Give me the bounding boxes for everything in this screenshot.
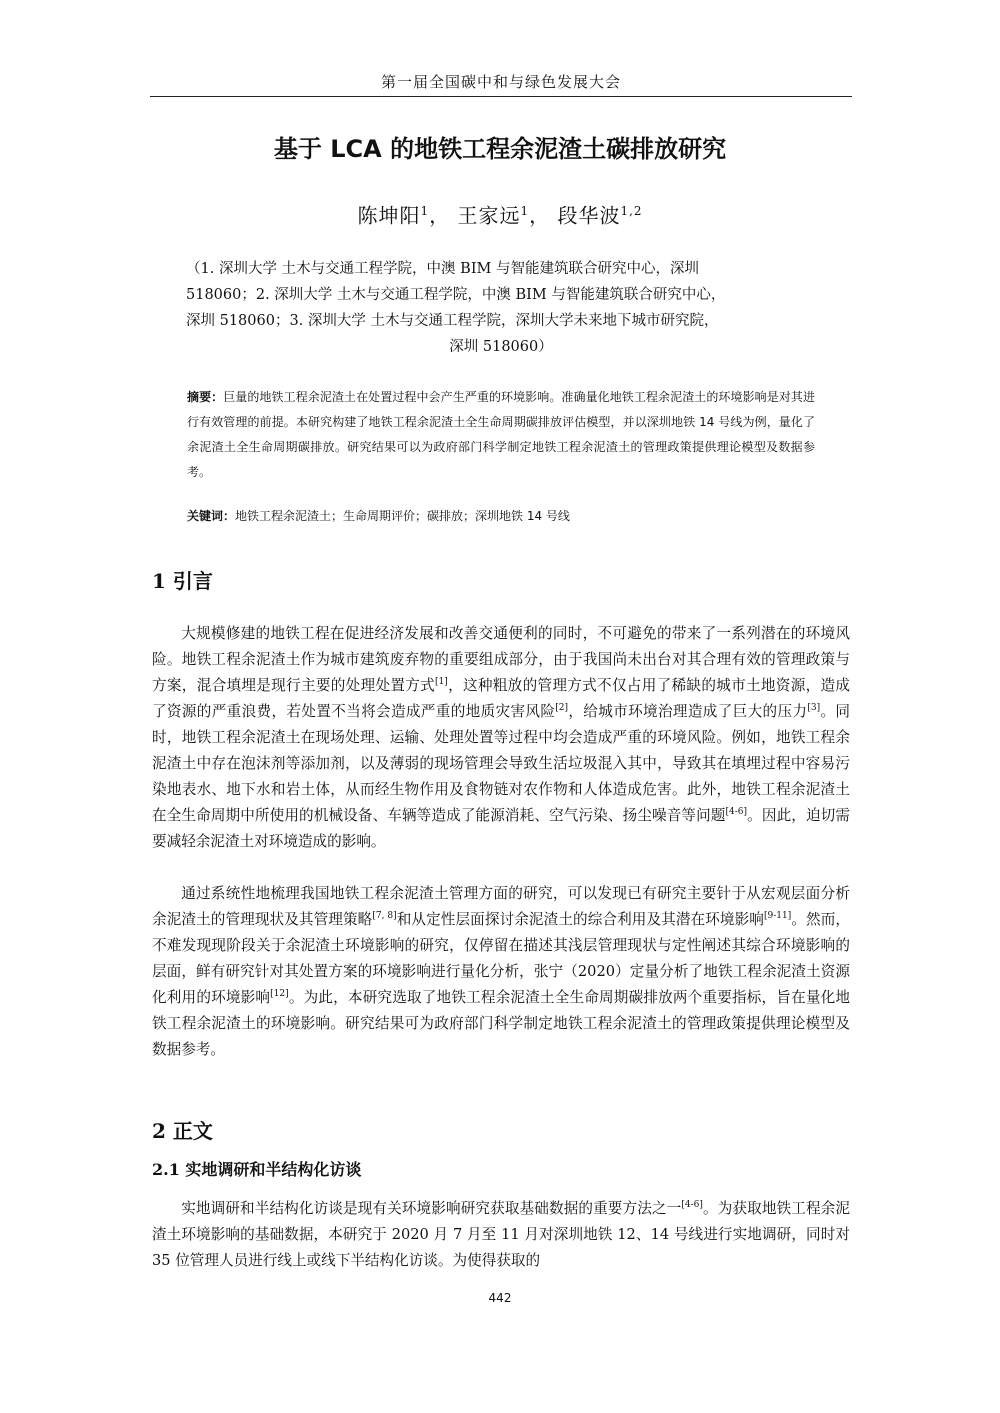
author-list <box>120 196 880 231</box>
paper-title: 基于 LCA 的地铁工程余泥渣土碳排放研究 <box>273 135 727 163</box>
subsection-heading: 2.1 实地调研和半结构化访谈 <box>152 1160 362 1179</box>
section-heading-main: 2 正文 <box>152 1119 213 1143</box>
keywords-label: 关键词： <box>187 509 236 523</box>
affiliation-line: 518060；2. 深圳大学 土木与交通工程学院，中澳 BIM 与智能建筑联合研究中心， <box>186 287 726 303</box>
running-header: 第一届全国碳中和与绿色发展大会 <box>380 73 621 91</box>
paragraph-text: 通过系统性地梳理我国地铁工程余泥渣土管理方面的研究，可以发现已有研究主要针于从宏观层面分析余泥渣土的管理现状及其管理策略 <box>152 885 850 928</box>
affiliation-line: （1. 深圳大学 土木与交通工程学院，中澳 BIM 与智能建筑联合研究中心，深圳 <box>186 261 699 277</box>
keywords <box>187 504 815 528</box>
abstract <box>187 385 815 485</box>
paragraph-text: 。为此，本研究选取了地铁工程余泥渣土全生命周期碳排放两个重要指标，旨在量化地铁工程余泥渣土的环境影响。研究结果可为政府部门科学制定地铁工程余泥渣土的管理政策提供理论模型及数据参考。 <box>152 989 850 1058</box>
citation-ref: [4-6] <box>725 807 748 818</box>
citation-ref: [2] <box>555 703 569 714</box>
page-number: 442 <box>488 1291 512 1305</box>
author-name: 王家远 <box>457 203 521 228</box>
body-paragraph <box>152 621 850 855</box>
author-name: 陈坤阳 <box>357 203 421 228</box>
abstract-text: 巨量的地铁工程余泥渣土在处置过程中会产生严重的环境影响。准确量化地铁工程余泥渣土的环境影响是对其进行有效管理的前提。本研究构建了地铁工程余泥渣土全生命周期碳排放评估模型，并以深圳地铁 14 号线为例，量化了余泥渣土全生命周期碳排放。研究结果可以为政府部门科学制定地铁工程余泥渣土的管理政策提供理论模型及数据参考。 <box>187 390 815 479</box>
paragraph-text: 。因此，迫切需要减轻余泥渣土对环境造成的影响。 <box>152 807 850 850</box>
citation-ref: [7, 8] <box>372 911 397 922</box>
affiliations <box>186 256 816 360</box>
paragraph-text: 和从定性层面探讨余泥渣土的综合利用及其潜在环境影响 <box>396 911 764 928</box>
keywords-text: 地铁工程余泥渣土；生命周期评价；碳排放；深圳地铁 14 号线 <box>235 509 570 523</box>
author-affil-mark: 1,2 <box>620 204 643 218</box>
header-rule <box>150 96 852 97</box>
citation-ref: [3] <box>807 703 821 714</box>
author-affil-mark: 1 <box>520 204 530 218</box>
section-heading-introduction: 1 引言 <box>152 569 213 593</box>
paragraph-text: 。同时，地铁工程余泥渣土在现场处理、运输、处理处置等过程中均会造成严重的环境风险。例如，地铁工程余泥渣土中存在泡沫剂等添加剂，以及薄弱的现场管理会导致生活垃圾混入其中，导致其在填埋过程中容易污染地表水、地下水和岩土体，从而经生物作用及食物链对农作物和人体造成危害。此外，地铁工程余泥渣土在全生命周期中所使用的机械设备、车辆等造成了能源消耗、空气污染、扬尘噪音等问题 <box>152 703 850 824</box>
affiliation-line: 深圳 518060；3. 深圳大学 土木与交通工程学院，深圳大学未来地下城市研究院， <box>186 313 719 329</box>
body-paragraph <box>152 1196 850 1274</box>
paragraph-text: 。然而，不难发现现阶段关于余泥渣土环境影响的研究，仅停留在描述其浅层管理现状与定性阐述其综合环境影响的层面，鲜有研究针对其处置方案的环境影响进行量化分析，张宁（2020）定量分析了地铁工程余泥渣土资源化利用的环境影响 <box>152 911 850 1006</box>
author-separator: ， <box>429 203 451 228</box>
body-paragraph <box>152 881 850 1063</box>
paragraph-text: 。为获取地铁工程余泥渣土环境影响的基础数据，本研究于 2020 月 7 月至 11 月对深圳地铁 12、14 号线进行实地调研，同时对 35 位管理人员进行线上或线下半结构化访谈。为使得获取的 <box>152 1200 850 1269</box>
citation-ref: [12] <box>270 989 289 1000</box>
abstract-label: 摘要： <box>187 390 224 404</box>
citation-ref: [9-11] <box>763 911 792 922</box>
citation-ref: [1] <box>435 677 448 688</box>
affiliation-line: 深圳 518060） <box>449 339 553 355</box>
paragraph-text: 实地调研和半结构化访谈是现有关环境影响研究获取基础数据的重要方法之一 <box>181 1200 682 1217</box>
author-name: 段华波 <box>557 203 621 228</box>
paragraph-text: ，给城市环境治理造成了巨大的压力 <box>568 703 808 720</box>
citation-ref: [4-6] <box>681 1200 703 1211</box>
paragraph-text: 大规模修建的地铁工程在促进经济发展和改善交通便利的同时，不可避免的带来了一系列潜在的环境风险。地铁工程余泥渣土作为城市建筑废弃物的重要组成部分，由于我国尚未出台对其合理有效的管理政策与方案，混合填埋是现行主要的处理处置方式 <box>152 625 850 694</box>
author-affil-mark: 1 <box>420 204 430 218</box>
paragraph-text: ，这种粗放的管理方式不仅占用了稀缺的城市土地资源，造成了资源的严重浪费，若处置不当将会造成严重的地质灾害风险 <box>152 677 850 720</box>
author-separator: ， <box>529 203 551 228</box>
